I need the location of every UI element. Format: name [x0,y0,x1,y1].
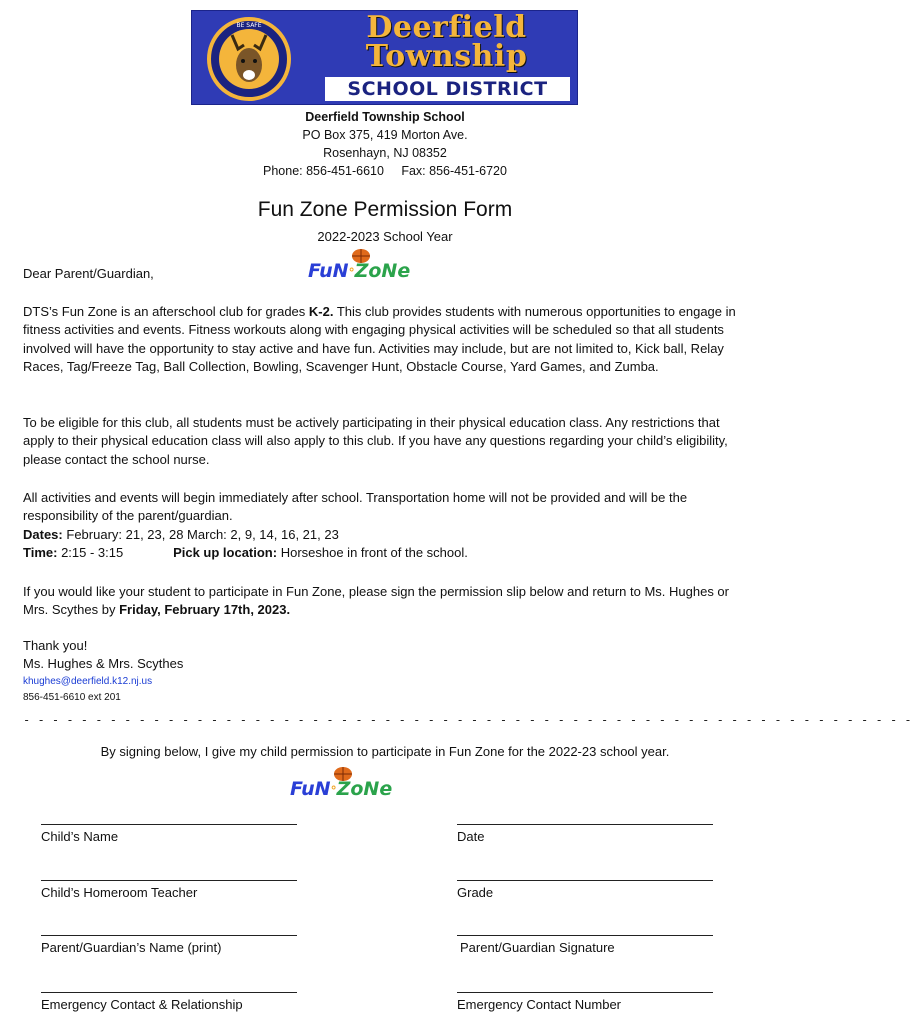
emergency-number-label: Emergency Contact Number [457,997,622,1012]
funzone-word-zone: ZoNe [336,778,393,800]
funzone-wordmark: FuN°ZoNe [290,778,393,800]
dates-value: February: 21, 23, 28 March: 2, 9, 14, 16, 21, 23 [66,526,339,542]
school-phone: Phone: 856-451-6610 [263,164,384,178]
dates-line [23,526,748,544]
time-line [23,544,748,562]
signature-line [457,935,713,936]
crest-text: BE SAFE [236,22,262,29]
date-label: Date [457,829,485,844]
guardian-signature-label: Parent/Guardian Signature [460,940,615,955]
dates-label: Dates: [23,526,63,542]
school-contact [0,162,770,180]
pickup-label: Pick up location: [173,545,278,561]
date-field[interactable] [457,824,713,844]
signature-line [41,935,297,936]
school-fax: Fax: 856-451-6720 [401,164,507,178]
emergency-number-field[interactable] [457,992,713,1012]
grade-label: Grade [457,885,494,900]
homeroom-teacher-field[interactable] [41,880,297,900]
p1-text-a: DTS’s Fun Zone is an afterschool club for grades [23,304,309,319]
funzone-wordmark: FuN°ZoNe [308,260,411,282]
funzone-word-fun: FuN [290,778,331,800]
school-header [0,108,770,180]
contact-email-link[interactable]: khughes@deerfield.k12.nj.us [23,675,153,687]
contact-phone: 856-451-6610 ext 201 [23,691,121,703]
letter-paragraph-1 [23,303,748,377]
p1-text-b: This club provides students with numerous opportunities to engage in fitness activities and events. Fitness workouts along with engaging physical activities will be scheduled so that all students involved will have the opportunity to stay active and have fun. Activities may include, but are not limited to, Kick ball, Relay Races, Tag/Freeze Tag, Ball Collection, Bowling, Scavenger Hunt, Obstacle Course, Yard Games, and Zumba. [23,304,736,375]
form-title: Fun Zone Permission Form [257,198,513,221]
signature-line [41,992,297,993]
pickup-value: Horseshoe in front of the school. [280,545,468,561]
time-label: Time: [23,545,58,561]
guardian-name-label: Parent/Guardian’s Name (print) [41,940,222,955]
letter-paragraph-2: To be eligible for this club, all students must be actively participating in their physical education class. Any restrictions that apply to their physical education class will also apply to this club. If you have any questions regarding your child’s eligibility, please contact the school nurse. [23,415,728,467]
funzone-word-zone: ZoNe [354,260,411,282]
p1-grades: K-2. [308,304,334,319]
signoff-text: Ms. Hughes & Mrs. Scythes [23,656,184,672]
p4-text: If you would like your student to participate in Fun Zone, please sign the permission slip below and return to Ms. Hughes or Mrs. Scythes by [23,584,729,618]
signature-line [41,824,297,825]
logo-district-bar: SCHOOL DISTRICT [325,77,570,101]
logo-word-deerfield: Deerfield [366,10,527,45]
funzone-word-fun: FuN [308,260,349,282]
p3-text: All activities and events will begin immediately after school. Transportation home will not be provided and will be the responsibility of the parent/guardian. [23,490,688,524]
logo-word-township: Township [365,39,528,74]
cut-line: - - - - - - - - - - - - - - - - - - - - - - - - - - - - - - - - - - - - - - - - - - - - - - - - - - - - - - - - - - - - - - [23,713,912,727]
child-name-field[interactable] [41,824,297,844]
school-year: 2022-2023 School Year [317,229,453,244]
district-logo [191,10,578,105]
return-deadline: Friday, February 17th, 2023. [119,602,291,618]
child-name-label: Child’s Name [41,829,119,844]
guardian-signature-field[interactable] [457,935,713,955]
letter-paragraph-4 [23,583,748,620]
school-address-line1: PO Box 375, 419 Morton Ave. [302,128,468,142]
signature-line [457,992,713,993]
time-value: 2:15 - 3:15 [61,545,124,561]
signature-line [457,824,713,825]
signature-line [41,880,297,881]
consent-statement: By signing below, I give my child permission to participate in Fun Zone for the 2022-23 school year. [100,744,670,759]
emergency-contact-label: Emergency Contact & Relationship [41,997,243,1012]
school-address-line2: Rosenhayn, NJ 08352 [323,146,447,160]
letter-closing [23,637,748,706]
homeroom-teacher-label: Child’s Homeroom Teacher [41,885,198,900]
letter-paragraph-3 [23,489,748,563]
deer-crest-icon [202,15,296,101]
logo-wordmark [324,10,569,74]
emergency-contact-field[interactable] [41,992,297,1012]
grade-field[interactable] [457,880,713,900]
signature-line [457,880,713,881]
guardian-name-field[interactable] [41,935,297,955]
letter-greeting: Dear Parent/Guardian, [23,266,154,281]
thanks-text: Thank you! [23,638,88,653]
school-name: Deerfield Township School [305,110,465,124]
